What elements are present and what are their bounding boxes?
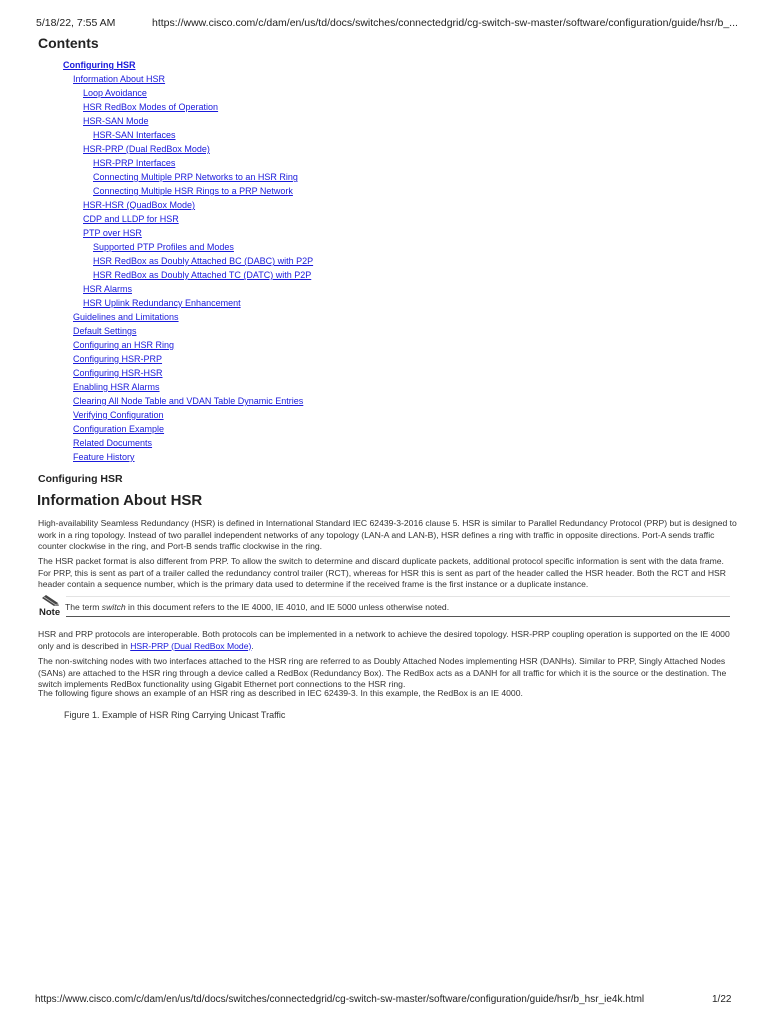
toc-item bbox=[0, 100, 313, 114]
paragraph-figure-intro: The following figure shows an example of an HSR ring as described in IEC 62439-3. In this example, the RedBox is an IE 4000. bbox=[38, 688, 523, 698]
toc-link-multiple-hsr-to-prp[interactable]: Connecting Multiple HSR Rings to a PRP Network bbox=[93, 186, 293, 196]
toc-link-ptp-profiles[interactable]: Supported PTP Profiles and Modes bbox=[93, 242, 234, 252]
toc-item bbox=[0, 324, 313, 338]
toc-item bbox=[0, 436, 313, 450]
toc-item bbox=[0, 254, 313, 268]
toc-link-redbox-modes[interactable]: HSR RedBox Modes of Operation bbox=[83, 102, 219, 112]
toc-item bbox=[0, 450, 313, 464]
toc-item bbox=[0, 380, 313, 394]
toc-item bbox=[0, 58, 313, 72]
toc-link-configuring-hsr-hsr[interactable]: Configuring HSR-HSR bbox=[73, 368, 163, 378]
toc-item bbox=[0, 366, 313, 380]
note-label: Note bbox=[39, 607, 61, 618]
section-title: Information About HSR bbox=[37, 492, 203, 509]
link-hsr-prp-dual-redbox[interactable]: HSR-PRP (Dual RedBox Mode) bbox=[130, 640, 252, 651]
toc-link-configuring-hsr[interactable]: Configuring HSR bbox=[63, 60, 136, 70]
note-divider-top bbox=[66, 596, 730, 597]
toc-link-hsr-alarms[interactable]: HSR Alarms bbox=[83, 284, 133, 294]
toc-link-related-documents[interactable]: Related Documents bbox=[73, 438, 153, 448]
toc-link-hsr-san-interfaces[interactable]: HSR-SAN Interfaces bbox=[93, 130, 176, 140]
toc-item bbox=[0, 394, 313, 408]
toc-item bbox=[0, 296, 313, 310]
toc-link-configuring-hsr-ring[interactable]: Configuring an HSR Ring bbox=[73, 340, 175, 350]
paragraph-hsr-definition: High-availability Seamless Redundancy (HSR) is defined in International Standard IEC 62439-3-2016 clause 5. HSR is similar to Parallel Redundancy Protocol (PRP) but is designed to work in a ring topology. Instead of two parallel independent networks of any topology (LAN-A and LAN-B), HSR defines a ring with traffic in opposite directions. Port-A sends traffic counter clockwise in the ring, and Port-B sends traffic clockwise in the ring. bbox=[38, 518, 737, 551]
toc-link-feature-history[interactable]: Feature History bbox=[73, 452, 135, 462]
paragraph-text: HSR and PRP protocols are interoperable. Both protocols can be implemented in a network to achieve the desired topology. HSR-PRP coupling operation is supported on the IE 4000 only and is described in bbox=[38, 629, 730, 651]
table-of-contents bbox=[0, 58, 313, 464]
toc-link-hsr-prp-dual-redbox[interactable]: HSR-PRP (Dual RedBox Mode) bbox=[83, 144, 210, 154]
figure-caption: Figure 1. Example of HSR Ring Carrying Unicast Traffic bbox=[64, 710, 286, 720]
note-divider-bottom bbox=[66, 616, 730, 617]
section-label: Configuring HSR bbox=[38, 473, 123, 485]
toc-item bbox=[0, 114, 313, 128]
toc-link-datc[interactable]: HSR RedBox as Doubly Attached TC (DATC) with P2P bbox=[93, 270, 312, 280]
toc-item bbox=[0, 240, 313, 254]
toc-link-information-about-hsr[interactable]: Information About HSR bbox=[73, 74, 166, 84]
print-url: https://www.cisco.com/c/dam/en/us/td/docs/switches/connectedgrid/cg-switch-sw-master/software/configuration/guide/hsr/b_... bbox=[152, 17, 738, 29]
toc-link-hsr-hsr-quadbox[interactable]: HSR-HSR (QuadBox Mode) bbox=[83, 200, 196, 210]
paragraph-danh: The non-switching nodes with two interfaces attached to the HSR ring are referred to as Doubly Attached Nodes implementing HSR (DANHs). Similar to PRP, Singly Attached Nodes (SANs) are attached to the HSR ring through a device called a RedBox (Redundancy Box). The RedBox acts as a DANH for all traffic for which it is the source or the destination. The switch implements RedBox functionality using Gigabit Ethernet port connections to the HSR ring. bbox=[38, 656, 727, 689]
note-text bbox=[65, 602, 449, 612]
toc-item bbox=[0, 310, 313, 324]
toc-link-multiple-prp-to-hsr[interactable]: Connecting Multiple PRP Networks to an HSR Ring bbox=[93, 172, 298, 182]
toc-item bbox=[0, 226, 313, 240]
toc-link-ptp-over-hsr[interactable]: PTP over HSR bbox=[83, 228, 142, 238]
toc-item bbox=[0, 198, 313, 212]
toc-item bbox=[0, 156, 313, 170]
toc-item bbox=[0, 422, 313, 436]
toc-link-dabc[interactable]: HSR RedBox as Doubly Attached BC (DABC) with P2P bbox=[93, 256, 314, 266]
pencil-note-icon bbox=[40, 594, 60, 606]
page-number: 1/22 bbox=[712, 994, 732, 1005]
toc-item bbox=[0, 352, 313, 366]
toc-link-enabling-alarms[interactable]: Enabling HSR Alarms bbox=[73, 382, 160, 392]
note-text-after: in this document refers to the IE 4000, IE 4010, and IE 5000 unless otherwise noted. bbox=[125, 602, 450, 612]
toc-item bbox=[0, 282, 313, 296]
toc-item bbox=[0, 338, 313, 352]
toc-item bbox=[0, 142, 313, 156]
paragraph-packet-format: The HSR packet format is also different from PRP. To allow the switch to determine and discard duplicate packets, additional protocol specific information is sent with the data frame. For PRP, this is sent as part of a trailer called the redundancy control trailer (RCT), whereas for HSR this is sent as part of the header called the HSR header. Both the RCT and HSR header contain a sequence number, which is the primary data used to determine if the received frame is the first instance or a duplicate instance. bbox=[38, 556, 726, 589]
toc-link-cdp-lldp[interactable]: CDP and LLDP for HSR bbox=[83, 214, 179, 224]
contents-title: Contents bbox=[38, 35, 99, 51]
paragraph-interoperable bbox=[38, 629, 738, 652]
note-block bbox=[38, 594, 730, 620]
toc-item bbox=[0, 170, 313, 184]
toc-link-hsr-prp-interfaces[interactable]: HSR-PRP Interfaces bbox=[93, 158, 176, 168]
toc-item bbox=[0, 268, 313, 282]
toc-link-configuration-example[interactable]: Configuration Example bbox=[73, 424, 165, 434]
toc-link-uplink-redundancy[interactable]: HSR Uplink Redundancy Enhancement bbox=[83, 298, 241, 308]
toc-item bbox=[0, 86, 313, 100]
toc-link-guidelines[interactable]: Guidelines and Limitations bbox=[73, 312, 179, 322]
toc-link-loop-avoidance[interactable]: Loop Avoidance bbox=[83, 88, 147, 98]
toc-item bbox=[0, 72, 313, 86]
toc-link-hsr-san-mode[interactable]: HSR-SAN Mode bbox=[83, 116, 149, 126]
toc-item bbox=[0, 212, 313, 226]
paragraph-text: . bbox=[251, 640, 254, 651]
toc-link-default-settings[interactable]: Default Settings bbox=[73, 326, 137, 336]
toc-link-clearing-tables[interactable]: Clearing All Node Table and VDAN Table Dynamic Entries bbox=[73, 396, 304, 406]
note-text-before: The term bbox=[65, 602, 102, 612]
toc-link-configuring-hsr-prp[interactable]: Configuring HSR-PRP bbox=[73, 354, 163, 364]
toc-link-verifying-configuration[interactable]: Verifying Configuration bbox=[73, 410, 164, 420]
print-date: 5/18/22, 7:55 AM bbox=[36, 17, 116, 29]
toc-item bbox=[0, 184, 313, 198]
note-text-emphasis: switch bbox=[101, 602, 126, 612]
footer-url: https://www.cisco.com/c/dam/en/us/td/docs/switches/connectedgrid/cg-switch-sw-master/software/configuration/guide/hsr/b_hsr_ie4k.html bbox=[35, 994, 645, 1005]
toc-item bbox=[0, 128, 313, 142]
toc-item bbox=[0, 408, 313, 422]
